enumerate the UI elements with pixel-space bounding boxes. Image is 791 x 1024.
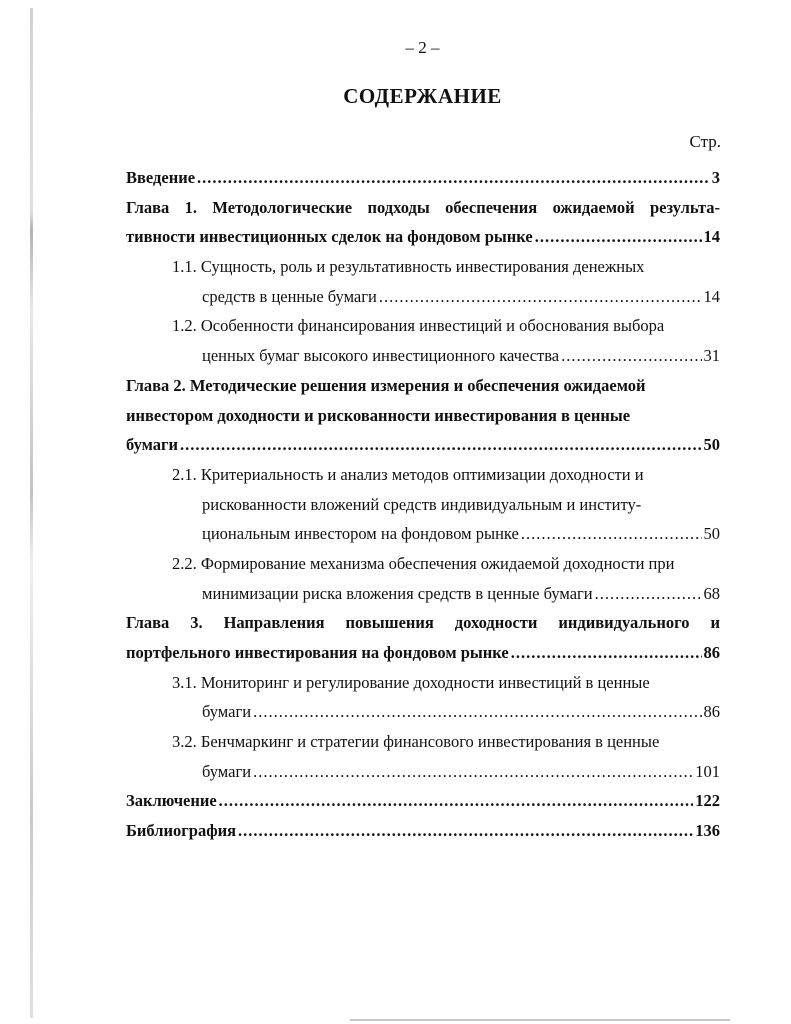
toc-entry-text: минимизации риска вложения средств в ценные бумаги: [202, 583, 593, 603]
toc-entry-conclusion[interactable]: [126, 791, 720, 821]
toc-entry-page: 50: [703, 435, 720, 455]
toc-entry-section-3-1-line-2[interactable]: [126, 702, 720, 732]
toc-entry-page: 14: [703, 227, 720, 247]
toc-entry-section-2-1-line-2[interactable]: [126, 495, 720, 525]
toc-entry-chapter-3-line-2[interactable]: [126, 643, 720, 673]
toc-entry-section-2-2-line-1[interactable]: [126, 554, 720, 584]
toc-leader-dots: [521, 524, 702, 544]
toc-entry-text: рискованности вложений средств индивидуальным и институ-: [202, 494, 642, 514]
toc-entry-intro[interactable]: [126, 168, 720, 198]
toc-entry-text: Глава 2. Методические решения измерения и обеспечения ожидаемой: [126, 375, 646, 395]
toc-entry-text: циональным инвестором на фондовом рынке: [202, 524, 519, 544]
toc-entry-text: 2.1. Критериальность и анализ методов оптимизации доходности и: [172, 464, 644, 484]
toc-entry-section-3-1-line-1[interactable]: [126, 673, 720, 703]
toc-entry-text: 3.2. Бенчмаркинг и стратегии финансового инвестирования в ценные: [172, 732, 660, 752]
toc-entry-chapter-1-line-1[interactable]: [126, 198, 720, 228]
toc-entry-text: Глава 1. Методологические подходы обеспечения ожидаемой результа-: [126, 197, 720, 217]
toc-leader-dots: [561, 346, 701, 366]
toc-entry-page: 68: [703, 583, 720, 603]
toc-entry-text: Глава 3. Направления повышения доходности индивидуального и: [126, 613, 720, 633]
toc-entry-text: тивности инвестиционных сделок на фондовом рынке: [126, 227, 533, 247]
toc-entry-text: средств в ценные бумаги: [202, 286, 377, 306]
scan-edge-mark: [30, 8, 33, 1018]
toc-entry-text: портфельного инвестирования на фондовом рынке: [126, 643, 509, 662]
toc-entry-label: Введение: [126, 168, 196, 187]
toc-entry-chapter-2-line-3[interactable]: [126, 435, 720, 465]
toc-entry-text: 2.2. Формирование механизма обеспечения ожидаемой доходности при: [172, 553, 675, 573]
toc-leader-dots: [253, 702, 701, 722]
toc-entry-page: 136: [695, 821, 720, 841]
toc-entry-page: 3: [711, 168, 720, 187]
toc-leader-dots: [535, 227, 702, 247]
toc-entry-chapter-2-line-1[interactable]: [126, 376, 720, 406]
toc-entry-text: ценных бумаг высокого инвестиционного качества: [202, 346, 560, 366]
toc-entry-section-1-1-line-2[interactable]: [126, 287, 720, 317]
toc-entry-text: 3.1. Мониторинг и регулирование доходности инвестиций в ценные: [172, 672, 650, 692]
toc-leader-dots: [379, 287, 702, 307]
toc-leader-dots: [180, 435, 701, 455]
toc-entry-section-2-2-line-2[interactable]: [126, 584, 720, 614]
toc-leader-dots: [511, 643, 702, 663]
toc-entry-text: бумаги: [202, 761, 252, 781]
toc-entry-chapter-3-line-1[interactable]: [126, 613, 720, 643]
toc-entry-page: 14: [703, 286, 720, 306]
toc-leader-dots: [595, 584, 702, 604]
toc-entry-section-1-1-line-1[interactable]: [126, 257, 720, 287]
toc-leader-dots: [197, 168, 710, 188]
toc-entry-text: 1.1. Сущность, роль и результативность инвестирования денежных: [172, 257, 645, 277]
toc-entry-section-2-1-line-3[interactable]: [126, 524, 720, 554]
toc-entry-bibliography[interactable]: [126, 821, 720, 851]
table-of-contents: [126, 168, 720, 851]
toc-entry-page: 122: [695, 791, 720, 811]
toc-entry-page: 86: [703, 702, 720, 722]
toc-entry-chapter-2-line-2[interactable]: [126, 406, 720, 436]
toc-entry-text: инвестором доходности и рискованности инвестирования в ценные: [126, 405, 631, 425]
page-number: – 2 –: [405, 38, 440, 57]
toc-entry-section-1-2-line-1[interactable]: [126, 316, 720, 346]
toc-leader-dots: [219, 791, 694, 811]
scan-bottom-mark: [350, 1019, 730, 1021]
toc-leader-dots: [253, 762, 693, 782]
toc-entry-page: 31: [703, 346, 720, 366]
toc-entry-text: бумаги: [202, 702, 252, 722]
toc-entry-label: Заключение: [126, 791, 217, 811]
toc-entry-text: бумаги: [126, 435, 179, 455]
page-column-label: Стр.: [689, 132, 721, 151]
toc-entry-chapter-1-line-2[interactable]: [126, 227, 720, 257]
toc-entry-text: 1.2. Особенности финансирования инвестиций и обоснования выбора: [172, 316, 665, 336]
toc-entry-page: 101: [695, 761, 720, 781]
toc-entry-label: Библиография: [126, 821, 237, 841]
page-title: СОДЕРЖАНИЕ: [343, 84, 502, 108]
toc-entry-page: 86: [703, 643, 720, 662]
toc-entry-section-2-1-line-1[interactable]: [126, 465, 720, 495]
toc-entry-section-1-2-line-2[interactable]: [126, 346, 720, 376]
toc-entry-section-3-2-line-2[interactable]: [126, 762, 720, 792]
toc-leader-dots: [238, 821, 693, 841]
toc-entry-page: 50: [703, 524, 720, 544]
toc-entry-section-3-2-line-1[interactable]: [126, 732, 720, 762]
